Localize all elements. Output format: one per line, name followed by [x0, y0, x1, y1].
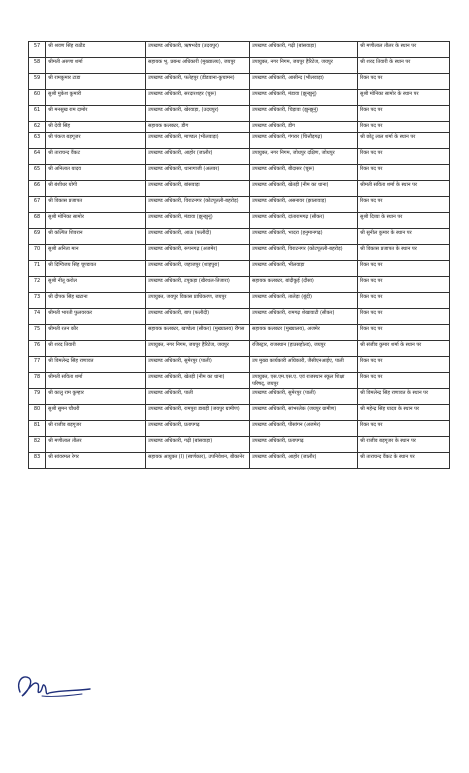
table-row	[29, 325, 450, 341]
officer-name-cell: श्री अनिलात यादव	[46, 165, 146, 181]
current-posting-cell: उपखण्ड अधिकारी, रूपनगढ़ (अजमेर)	[146, 245, 250, 261]
remark-cell: श्री सुनील कुमार के स्थान पर	[358, 229, 450, 245]
new-posting-cell: उप मुख्य कार्यकारी अधिकारी, जैसीएनआईए, पाली	[250, 357, 358, 373]
new-posting-cell: उपखण्ड अधिकारी, दांतारामगढ़ (सीकर)	[250, 213, 358, 229]
remark-cell: रिक्त पद पर	[358, 325, 450, 341]
officer-name-cell: श्री देवी सिंह	[46, 122, 146, 133]
remark-cell: रिक्त पद पर	[358, 261, 450, 277]
current-posting-cell: उपखण्ड अधिकारी, फतेहपुर (डीडवाना-कुचामन)	[146, 74, 250, 90]
remark-cell: रिक्त पद पर	[358, 149, 450, 165]
officer-name-cell: श्री दिग्विजय सिंह चूण्डावत	[46, 261, 146, 277]
transfer-list-table-wrapper	[28, 41, 449, 469]
current-posting-cell: उपखण्ड अधिकारी, गढ़ी (बांसवाड़ा)	[146, 437, 250, 453]
new-posting-cell: उपखण्ड अधिकारी, मंडावा (झुन्झुनूं)	[250, 90, 358, 106]
table-row	[29, 453, 450, 469]
new-posting-cell: उपखण्ड अधिकारी, असनावर (झालावाड़)	[250, 197, 358, 213]
remark-cell: श्री ताराचन्द वैंकट के स्थान पर	[358, 453, 450, 469]
current-posting-cell: उपखण्ड अधिकारी, मंडावा (झुन्झुनूं)	[146, 213, 250, 229]
current-posting-cell: उपखण्ड अधिकारी, थानागाजी (अलवर)	[146, 165, 250, 181]
officer-name-cell: श्रीमती सविता शर्मा	[46, 373, 146, 389]
new-posting-cell: सहायक कलक्टर (मुख्यालय), अजमेर	[250, 325, 358, 341]
table-row	[29, 389, 450, 405]
officer-name-cell: श्रीमती अरुणा शर्मा	[46, 58, 146, 74]
current-posting-cell: सहायक भू. प्रबन्ध अधिकारी (मुख्यालय), जयपुर	[146, 58, 250, 74]
table-row	[29, 165, 450, 181]
officer-name-cell: श्रीमती रतन कौर	[46, 325, 146, 341]
officer-name-cell: श्री कालु राम कुम्हार	[46, 389, 146, 405]
officer-name-cell: श्री मनसुख राम दामोर	[46, 106, 146, 122]
new-posting-cell: उपखण्ड अधिकारी, पीसांगन (अजमेर)	[250, 421, 358, 437]
table-row	[29, 58, 450, 74]
new-posting-cell: उपायुक्त, नगर निगम, जोधपुर दक्षिण, जोधपुर	[250, 149, 358, 165]
remark-cell: रिक्त पद पर	[358, 373, 450, 389]
transfer-list-table	[28, 41, 450, 469]
remark-cell: श्री विकास प्रजापत के स्थान पर	[358, 245, 450, 261]
officer-name-cell: श्री विमलेन्द्र सिंह राणावत	[46, 357, 146, 373]
new-posting-cell: उपखण्ड अधिकारी, बीदासर (चूरू)	[250, 165, 358, 181]
current-posting-cell: उपखण्ड अधिकारी, बाप (फलौदी)	[146, 309, 250, 325]
table-row	[29, 437, 450, 453]
serial-number-cell: 78	[29, 373, 46, 389]
current-posting-cell: उपायुक्त, जयपुर विकास प्राधिकरण, जयपुर	[146, 293, 250, 309]
serial-number-cell: 60	[29, 90, 46, 106]
serial-number-cell: 83	[29, 453, 46, 469]
remark-cell: रिक्त पद पर	[358, 122, 450, 133]
current-posting-cell: सहायक आयुक्त (I) (स्वर्णकार), उपनिवेशन, बीकानेर	[146, 453, 250, 469]
current-posting-cell: उपखण्ड अधिकारी, प्रतापगढ़	[146, 421, 250, 437]
serial-number-cell: 64	[29, 149, 46, 165]
new-posting-cell: उपखण्ड अधिकारी, सांभरलेक (जयपुर ग्रामीण)	[250, 405, 358, 421]
serial-number-cell: 63	[29, 133, 46, 149]
table-row	[29, 149, 450, 165]
officer-name-cell: सुश्री अनिता मान	[46, 245, 146, 261]
serial-number-cell: 73	[29, 293, 46, 309]
current-posting-cell: उपखण्ड अधिकारी, रामपुरा डाबड़ी (जयपुर ग्रामीण)	[146, 405, 250, 421]
remark-cell: रिक्त पद पर	[358, 421, 450, 437]
remark-cell: श्री मणीलाल तौलर के स्थान पर	[358, 42, 450, 58]
serial-number-cell: 70	[29, 245, 46, 261]
officer-name-cell: श्री श्रवण सिंह राठौड	[46, 42, 146, 58]
table-row	[29, 405, 450, 421]
current-posting-cell: उपखण्ड अधिकारी, टपूकड़ा (खैरथल-तिजारा)	[146, 277, 250, 293]
officer-name-cell: सुश्री सुमन चौधरी	[46, 405, 146, 421]
officer-name-cell: श्री शरद तिवारी	[46, 341, 146, 357]
serial-number-cell: 66	[29, 181, 46, 197]
table-row	[29, 181, 450, 197]
remark-cell: सुश्री मोनिका सामोर के स्थान पर	[358, 90, 450, 106]
officer-name-cell: श्री दीपक सिंह खटाना	[46, 293, 146, 309]
officer-name-cell: श्री राजीव बड़गूजर	[46, 421, 146, 437]
serial-number-cell: 58	[29, 58, 46, 74]
new-posting-cell: उपखण्ड अधिकारी, खेतड़ी (नीम का थाना)	[250, 181, 358, 197]
officer-name-cell: श्री रामकुमार टाडा	[46, 74, 146, 90]
table-row	[29, 197, 450, 213]
officer-name-cell: श्री बंशीधर योगी	[46, 181, 146, 197]
table-row	[29, 122, 450, 133]
transfer-list-body	[29, 42, 450, 469]
new-posting-cell: उपायुक्त, नगर निगम, जयपुर हैरिटेज, जयपुर	[250, 58, 358, 74]
current-posting-cell: सहायक कलक्टर, खण्डेला (सीकर) (मुख्यालय) रींगस	[146, 325, 250, 341]
current-posting-cell: उपखण्ड अधिकारी, जहाजपुर (शाहपुरा)	[146, 261, 250, 277]
remark-cell: श्रीमती सविता शर्मा के स्थान पर	[358, 181, 450, 197]
serial-number-cell: 72	[29, 277, 46, 293]
officer-name-cell: सुश्री मोनिका सामोर	[46, 213, 146, 229]
table-row	[29, 293, 450, 309]
table-row	[29, 309, 450, 325]
table-row	[29, 90, 450, 106]
serial-number-cell: 81	[29, 421, 46, 437]
table-row	[29, 106, 450, 122]
new-posting-cell: उपखण्ड अधिकारी, सुमेरपुर (पाली)	[250, 389, 358, 405]
remark-cell: रिक्त पद पर	[358, 277, 450, 293]
serial-number-cell: 62	[29, 122, 46, 133]
serial-number-cell: 79	[29, 389, 46, 405]
serial-number-cell: 67	[29, 197, 46, 213]
current-posting-cell: उपखण्ड अधिकारी, ऋषभदेव (उदयपुर)	[146, 42, 250, 58]
new-posting-cell: उपखण्ड अधिकारी, आहोर (जालौर)	[250, 453, 358, 469]
serial-number-cell: 68	[29, 213, 46, 229]
officer-name-cell: श्री मणीलाल तौलर	[46, 437, 146, 453]
remark-cell: श्री शरद तिवारी के स्थान पर	[358, 58, 450, 74]
new-posting-cell: उपखण्ड अधिकारी, विराटनगर (कोटपूतली-बहरोड़)	[250, 245, 358, 261]
new-posting-cell: सहायक कलक्टर, बांदीकुई (दौसा)	[250, 277, 358, 293]
table-row	[29, 373, 450, 389]
serial-number-cell: 61	[29, 106, 46, 122]
serial-number-cell: 76	[29, 341, 46, 357]
serial-number-cell: 80	[29, 405, 46, 421]
current-posting-cell: उपखण्ड अधिकारी, आहोर (जालौर)	[146, 149, 250, 165]
new-posting-cell: उपखण्ड अधिकारी, गढ़ी (बांसवाड़ा)	[250, 42, 358, 58]
remark-cell: श्री संजीव कुमार शर्मा के स्थान पर	[358, 341, 450, 357]
serial-number-cell: 59	[29, 74, 46, 90]
serial-number-cell: 71	[29, 261, 46, 277]
table-row	[29, 341, 450, 357]
remark-cell: रिक्त पद पर	[358, 357, 450, 373]
serial-number-cell: 74	[29, 309, 46, 325]
current-posting-cell: उपखण्ड अधिकारी, बांसवाड़ा	[146, 181, 250, 197]
new-posting-cell: उपखण्ड अधिकारी, आसीन्द (भीलवाड़ा)	[250, 74, 358, 90]
table-row	[29, 213, 450, 229]
officer-name-cell: सुश्री मुकेश कुमारी	[46, 90, 146, 106]
remark-cell: रिक्त पद पर	[358, 106, 450, 122]
remark-cell: श्री विमलेन्द्र सिंह राणावत के स्थान पर	[358, 389, 450, 405]
officer-name-cell: श्री ताराचन्द वैंकट	[46, 149, 146, 165]
new-posting-cell: उपखण्ड अधिकारी, भादरा (हनुमानगढ़)	[250, 229, 358, 245]
serial-number-cell: 77	[29, 357, 46, 373]
new-posting-cell: उपखण्ड अधिकारी, चिड़ावा (झुन्झुनूं)	[250, 106, 358, 122]
table-row	[29, 357, 450, 373]
current-posting-cell: उपखण्ड अधिकारी, खेरवाड़ा, (उदयपुर)	[146, 106, 250, 122]
remark-cell: रिक्त पद पर	[358, 293, 450, 309]
serial-number-cell: 57	[29, 42, 46, 58]
serial-number-cell: 69	[29, 229, 46, 245]
new-posting-cell: उपखण्ड अधिकारी, भीलवाड़ा	[250, 261, 358, 277]
table-row	[29, 421, 450, 437]
current-posting-cell: उपखण्ड अधिकारी, विराटनगर (कोटपूतली-बहरोड़)	[146, 197, 250, 213]
new-posting-cell: उपायुक्त, एस.एम.एस.ए. एवं राजस्थान स्कूल शिक्षा परिषद्, जयपुर	[250, 373, 358, 389]
officer-name-cell: श्रीमती भारती फुलवरकर	[46, 309, 146, 325]
remark-cell: सुश्री दिव्या के स्थान पर	[358, 213, 450, 229]
current-posting-cell: उपखण्ड अधिकारी, सुमेरपुर (पाली)	[146, 357, 250, 373]
current-posting-cell: उपखण्ड अधिकारी, माण्डल (भीलवाड़ा)	[146, 133, 250, 149]
serial-number-cell: 82	[29, 437, 46, 453]
current-posting-cell: उपखण्ड अधिकारी, खेतड़ी (नीम का थाना)	[146, 373, 250, 389]
new-posting-cell: रजिस्ट्रार, राजस्थान (हाउसहोल्ड), जयपुर	[250, 341, 358, 357]
new-posting-cell: उपखण्ड अधिकारी, तालेड़ा (बूंदी)	[250, 293, 358, 309]
officer-name-cell: श्री कल्पित शिवरान	[46, 229, 146, 245]
officer-name-cell: सुश्री नीतू करोल	[46, 277, 146, 293]
current-posting-cell: उपायुक्त, नगर निगम, जयपुर हैरिटेज, जयपुर	[146, 341, 250, 357]
new-posting-cell: उपखण्ड अधिकारी, गंगरार (चित्तौड़गढ़)	[250, 133, 358, 149]
current-posting-cell: उपखण्ड अधिकारी, पाली	[146, 389, 250, 405]
current-posting-cell: उपखण्ड अधिकारी, सरदारशहर (चूरू)	[146, 90, 250, 106]
new-posting-cell: उपखण्ड अधिकारी, डीग	[250, 122, 358, 133]
table-row	[29, 74, 450, 90]
remark-cell: श्री राजीव बड़गूजर के स्थान पर	[358, 437, 450, 453]
table-row	[29, 133, 450, 149]
table-row	[29, 229, 450, 245]
remark-cell: रिक्त पद पर	[358, 74, 450, 90]
table-row	[29, 277, 450, 293]
remark-cell: रिक्त पद पर	[358, 309, 450, 325]
new-posting-cell: उपखण्ड अधिकारी, प्रतापगढ़	[250, 437, 358, 453]
table-row	[29, 42, 450, 58]
serial-number-cell: 75	[29, 325, 46, 341]
handwritten-signature	[12, 666, 92, 706]
remark-cell: रिक्त पद पर	[358, 197, 450, 213]
officer-name-cell: श्री पंकज बड़गूजर	[46, 133, 146, 149]
officer-name-cell: श्री सांवरमल रेगर	[46, 453, 146, 469]
remark-cell: श्री छोटू लाल शर्मा के स्थान पर	[358, 133, 450, 149]
new-posting-cell: उपखण्ड अधिकारी, रामगढ़ शेखावाटी (सीकर)	[250, 309, 358, 325]
table-row	[29, 245, 450, 261]
remark-cell: श्री महेन्द्र सिंह यादव के स्थान पर	[358, 405, 450, 421]
table-row	[29, 261, 450, 277]
current-posting-cell: उपखण्ड अधिकारी, आऊ (फलौदी)	[146, 229, 250, 245]
serial-number-cell: 65	[29, 165, 46, 181]
remark-cell: रिक्त पद पर	[358, 165, 450, 181]
officer-name-cell: श्री विकास प्रजापत	[46, 197, 146, 213]
current-posting-cell: सहायक कलक्टर, डीग	[146, 122, 250, 133]
